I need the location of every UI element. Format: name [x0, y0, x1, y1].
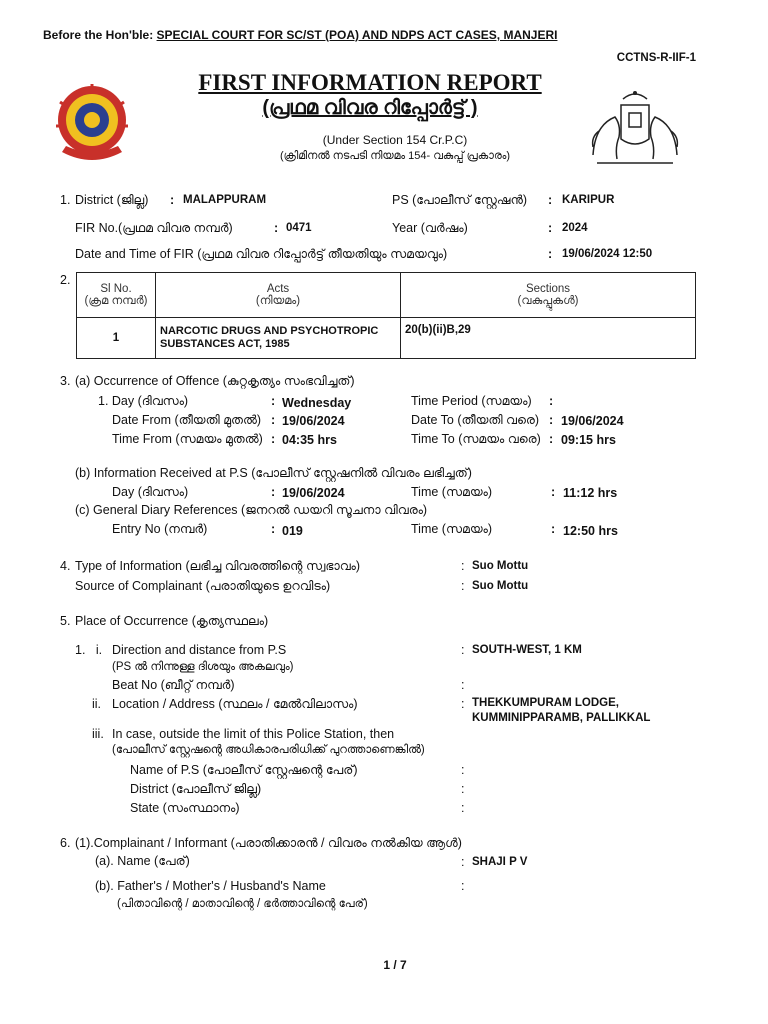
header-acts-ml: (നിയമം) — [255, 294, 301, 307]
fir-label: FIR No.(പ്രഥമ വിവര നമ്പർ) — [75, 221, 233, 235]
header-sl-ml: (ക്രമ നമ്പർ) — [84, 294, 148, 307]
date-from-label: Date From (തീയതി മുതൽ) — [112, 413, 262, 427]
header-sl — [77, 273, 156, 318]
under-section: (Under Section 154 Cr.P.C) — [322, 133, 468, 147]
row-act: NARCOTIC DRUGS AND PSYCHOTROPIC SUBSTANCES ACT, 1985 — [156, 318, 401, 359]
source-label: Source of Complainant (പരാതിയുടെ ഉറവിടം) — [75, 579, 331, 593]
day-label: 1. Day (ദിവസം) — [98, 394, 189, 408]
colon: : — [271, 522, 276, 536]
row-sections: 20(b)(ii)B,29 — [401, 318, 696, 359]
other-ps-name-label: Name of P.S (പോലീസ് സ്റ്റേഷന്റെ പേര്) — [130, 763, 358, 777]
colon: : — [551, 485, 556, 499]
info-type-value: Suo Mottu — [472, 560, 529, 572]
colon: : — [548, 193, 553, 207]
father-name-label: (b). Father's / Mother's / Husband's Name — [95, 879, 326, 893]
other-state-label: State (സംസ്ഥാനം) — [130, 801, 240, 815]
court-line — [43, 28, 557, 42]
year-label: Year (വർഷം) — [392, 221, 468, 235]
colon: : — [461, 855, 465, 869]
info-time-value: 11:12 hrs — [563, 486, 618, 500]
info-received-label: (b) Information Received at P.S (പോലീസ് സ്റ്റേഷനിൽ വിവരം ലഭിച്ചത്) — [75, 466, 472, 480]
year-value: 2024 — [562, 222, 588, 234]
district-label: District (ജില്ല) — [75, 193, 149, 207]
location-label: Location / Address (സ്ഥലം / മേൽവിലാസം) — [112, 697, 358, 711]
colon: : — [548, 247, 553, 261]
section-5-number: 5. — [60, 614, 71, 628]
time-to-value: 09:15 hrs — [561, 433, 616, 447]
info-day-label: Day (ദിവസം) — [112, 485, 189, 499]
report-title — [0, 70, 740, 96]
section-1-number: 1. — [60, 193, 71, 207]
source-value: Suo Mottu — [472, 580, 529, 592]
time-from-value: 04:35 hrs — [282, 433, 337, 447]
row-sl: 1 — [77, 318, 156, 359]
acts-table — [76, 272, 696, 359]
colon: : — [170, 193, 175, 207]
colon: : — [271, 394, 276, 408]
header-acts — [156, 273, 401, 318]
fir-datetime-value: 19/06/2024 12:50 — [562, 248, 653, 260]
header-sections — [401, 273, 696, 318]
court-prefix: Before the Hon'ble: — [43, 28, 154, 42]
district-value: MALAPPURAM — [183, 194, 267, 206]
header-sections-ml: (വകുപ്പുകൾ) — [517, 294, 579, 307]
court-name: SPECIAL COURT FOR SC/ST (POA) AND NDPS ACT CASES, MANJERI — [156, 28, 558, 42]
header-sections-text: Sections — [525, 282, 571, 295]
gd-time-value: 12:50 hrs — [563, 524, 618, 538]
colon: : — [461, 782, 465, 796]
section-3-number: 3. — [60, 374, 71, 388]
time-from-label: Time From (സമയം മുതൽ) — [112, 432, 263, 446]
report-title-ml-text: (പ്രഥമ വിവര റിപ്പോർട്ട് ) — [262, 97, 478, 119]
colon: : — [461, 678, 465, 692]
colon: : — [549, 413, 554, 427]
form-code: CCTNS-R-IIF-1 — [616, 52, 696, 64]
colon: : — [461, 643, 465, 657]
colon: : — [461, 579, 465, 593]
colon: : — [461, 559, 465, 573]
beat-label: Beat No (ബീറ്റ് നമ്പർ) — [112, 678, 235, 692]
direction-value: SOUTH-WEST, 1 KM — [472, 644, 582, 656]
complainant-name-label: (a). Name (പേര്) — [95, 854, 190, 868]
father-name-label-ml: (പിതാവിന്റെ / മാതാവിന്റെ / ഭർത്താവിന്റെ പേര്) — [117, 898, 368, 910]
general-diary-label: (c) General Diary References (ജനറൽ ഡയറി സൂചനാ വിവരം) — [75, 503, 428, 517]
item-i-number: 1. i. — [75, 643, 103, 657]
direction-label-ml: (PS ൽ നിന്നുള്ള ദിശയും അകലവും) — [112, 661, 294, 673]
ps-label: PS (പോലീസ് സ്റ്റേഷൻ) — [392, 193, 528, 207]
table-row — [77, 318, 696, 359]
fir-value: 0471 — [286, 222, 312, 234]
header-acts-text: Acts — [266, 282, 290, 295]
colon: : — [271, 485, 276, 499]
colon: : — [551, 522, 556, 536]
outside-limit-label-ml: (പോലീസ് സ്റ്റേഷന്റെ അധികാരപരിധിക്ക് പുറത്താണെങ്കിൽ) — [112, 744, 425, 756]
ps-value: KARIPUR — [562, 194, 615, 206]
section-4-number: 4. — [60, 559, 71, 573]
section-6-number: 6. — [60, 836, 71, 850]
section-2-number: 2. — [60, 273, 71, 287]
time-to-label: Time To (സമയം വരെ) — [411, 432, 541, 446]
outside-limit-label: In case, outside the limit of this Police Station, then — [112, 727, 395, 741]
day-value: Wednesday — [282, 396, 352, 410]
entry-no-value: 019 — [282, 524, 303, 538]
item-iii-number: iii. — [92, 727, 104, 741]
date-to-value: 19/06/2024 — [561, 414, 624, 428]
under-section-ml: (ക്രിമിനൽ നടപടി നിയമം 154- വകുപ്പ് പ്രകാരം) — [280, 150, 510, 162]
date-to-label: Date To (തീയതി വരെ) — [411, 413, 540, 427]
colon: : — [461, 879, 465, 893]
direction-label: Direction and distance from P.S — [112, 643, 287, 657]
time-period-label: Time Period (സമയം) — [411, 394, 532, 408]
date-from-value: 19/06/2024 — [282, 414, 345, 428]
report-title-ml — [0, 97, 740, 120]
complainant-name-value: SHAJI P V — [472, 856, 528, 868]
place-label: Place of Occurrence (കൃത്യസ്ഥലം) — [75, 614, 269, 628]
colon: : — [549, 394, 554, 408]
info-time-label: Time (സമയം) — [411, 485, 492, 499]
colon: : — [461, 801, 465, 815]
page-number: 1 / 7 — [383, 958, 407, 972]
item-ii-number: ii. — [92, 697, 102, 711]
colon: : — [274, 221, 279, 235]
complainant-label: (1).Complainant / Informant (പരാതിക്കാരൻ / വിവരം നൽകിയ ആൾ) — [75, 836, 462, 850]
info-day-value: 19/06/2024 — [282, 486, 345, 500]
colon: : — [461, 697, 465, 711]
other-district-label: District (പോലീസ് ജില്ല) — [130, 782, 262, 796]
colon: : — [461, 763, 465, 777]
location-value-line2: KUMMINIPPARAMB, PALLIKKAL — [472, 712, 651, 724]
entry-no-label: Entry No (നമ്പർ) — [112, 522, 208, 536]
colon: : — [548, 221, 553, 235]
info-type-label: Type of Information (ലഭിച്ച വിവരത്തിന്റെ സ്വഭാവം) — [75, 559, 361, 573]
occurrence-label: (a) Occurrence of Offence (കുറ്റകൃത്യം സംഭവിച്ചത്) — [75, 374, 355, 388]
colon: : — [549, 432, 554, 446]
fir-datetime-label: Date and Time of FIR (പ്രഥമ വിവര റിപ്പോർട്ട് തീയതിയും സമയവും) — [75, 247, 448, 261]
colon: : — [271, 432, 276, 446]
gd-time-label: Time (സമയം) — [411, 522, 492, 536]
report-title-text: FIRST INFORMATION REPORT — [198, 70, 542, 95]
header-sl-text: Sl No. — [100, 282, 132, 295]
location-value-line1: THEKKUMPURAM LODGE, — [472, 697, 619, 709]
colon: : — [271, 413, 276, 427]
acts-table-header — [77, 273, 696, 318]
